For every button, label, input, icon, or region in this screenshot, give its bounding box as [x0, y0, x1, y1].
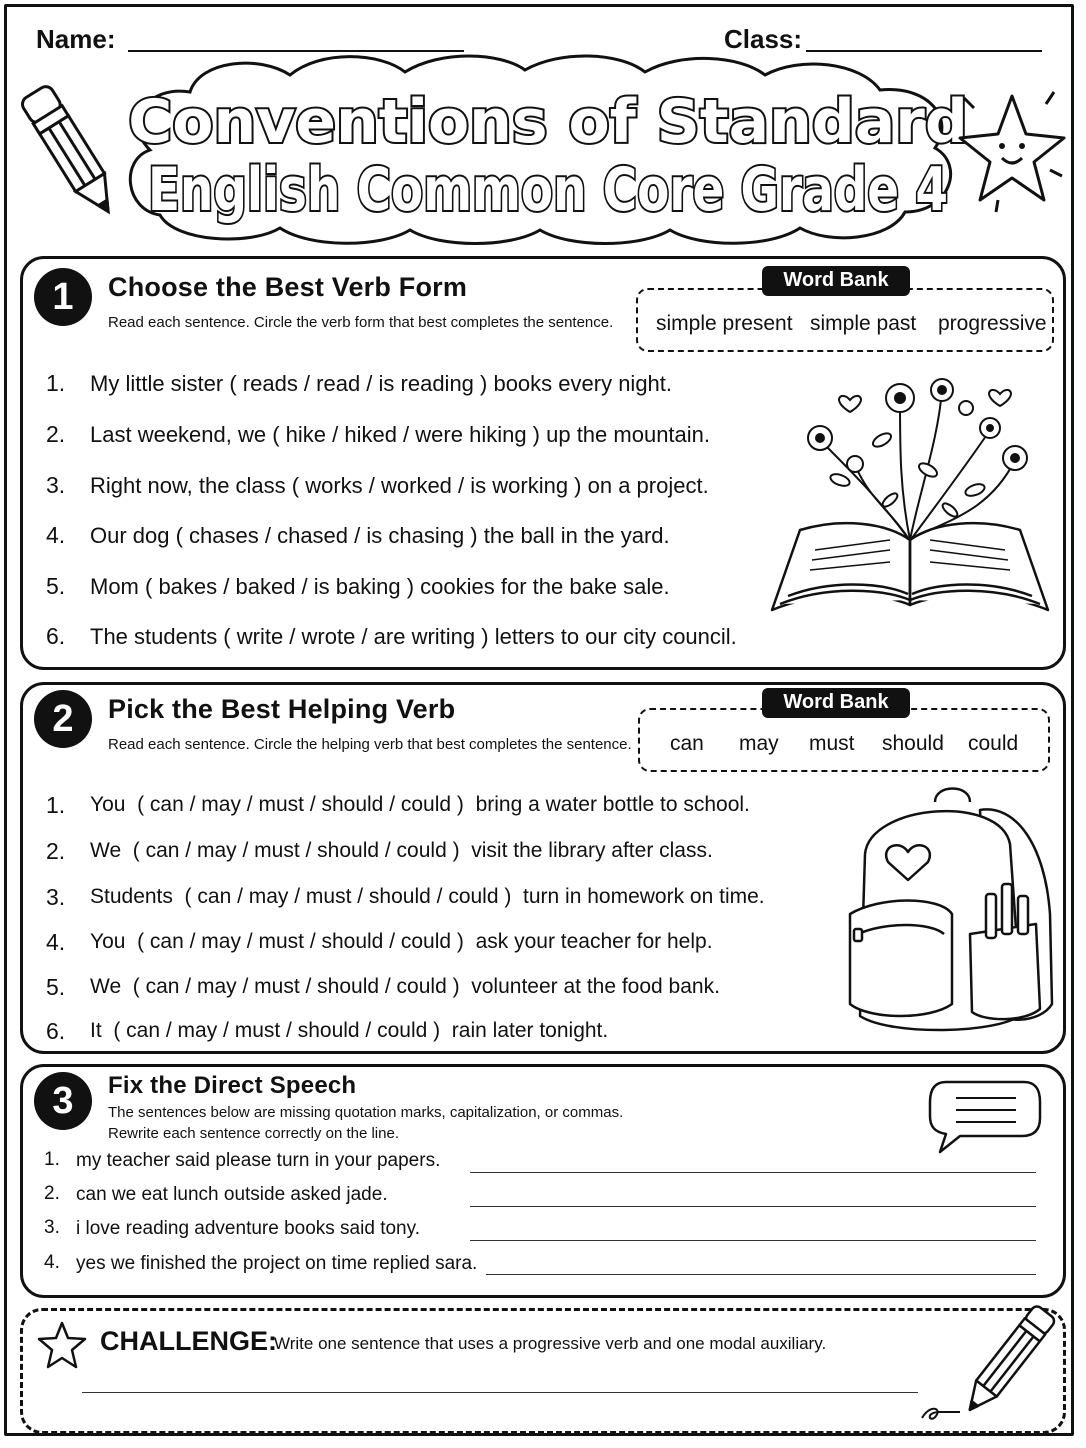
- question-text[interactable]: You ( can / may / must / should / could ) ask your teacher for help.: [90, 930, 713, 953]
- question-text[interactable]: Students ( can / may / must / should / could ) turn in homework on time.: [90, 885, 765, 908]
- section-1-instructions: Read each sentence. Circle the verb form that best completes the sentence.: [108, 314, 614, 331]
- answer-line[interactable]: [486, 1274, 1036, 1275]
- pencil-writing-icon: [920, 1304, 1060, 1428]
- word-bank-2-term: could: [968, 732, 1019, 755]
- class-label: Class:: [724, 24, 803, 54]
- question-text[interactable]: My little sister ( reads / read / is reading ) books every night.: [90, 371, 673, 396]
- question-number: 5.: [46, 974, 66, 1000]
- question-text: my teacher said please turn in your papers.: [76, 1150, 441, 1171]
- question-number: 2.: [44, 1183, 60, 1204]
- backpack-illustration: [840, 784, 1060, 1038]
- word-bank-2-term: must: [809, 732, 855, 755]
- question-number: 4.: [46, 522, 66, 548]
- section-3-instructions-1: The sentences below are missing quotation marks, capitalization, or commas.: [108, 1104, 624, 1121]
- challenge-label: CHALLENGE:: [100, 1326, 277, 1356]
- question-text[interactable]: Last weekend, we ( hike / hiked / were hiking ) up the mountain.: [90, 422, 711, 447]
- question-text[interactable]: Right now, the class ( works / worked / is working ) on a project.: [90, 473, 709, 498]
- star-face-icon: [950, 88, 1070, 218]
- question-number: 6.: [46, 623, 66, 649]
- question-number: 1.: [44, 1149, 60, 1170]
- title-line-2: English Common Core Grade 4: [148, 155, 948, 225]
- section-1-badge: 1: [34, 268, 92, 326]
- question-text[interactable]: We ( can / may / must / should / could ) volunteer at the food bank.: [90, 975, 720, 998]
- question-number: 4.: [44, 1252, 60, 1273]
- book-flowers-illustration: [770, 370, 1050, 620]
- section-2-badge: 2: [34, 690, 92, 748]
- title-cloud: [0, 0, 1086, 250]
- section-3-title: Fix the Direct Speech: [108, 1072, 357, 1099]
- question-number: 6.: [46, 1018, 66, 1044]
- challenge-answer-line[interactable]: [82, 1392, 918, 1393]
- question-text[interactable]: Our dog ( chases / chased / is chasing ) the ball in the yard.: [90, 523, 670, 548]
- word-bank-1-term: progressive: [938, 312, 1047, 335]
- word-bank-2-term: can: [670, 732, 704, 755]
- name-label: Name:: [36, 24, 116, 54]
- word-bank-2-term: may: [739, 732, 779, 755]
- answer-line[interactable]: [470, 1206, 1036, 1207]
- question-number: 3.: [46, 884, 66, 910]
- question-number: 1.: [46, 370, 66, 396]
- word-bank-2-term: should: [882, 732, 944, 755]
- question-text: yes we finished the project on time replied sara.: [76, 1253, 478, 1274]
- question-number: 3.: [44, 1217, 60, 1238]
- question-text[interactable]: The students ( write / wrote / are writing ) letters to our city council.: [90, 624, 737, 649]
- word-bank-1-term: simple present: [656, 312, 793, 335]
- section-2-title: Pick the Best Helping Verb: [108, 694, 456, 724]
- section-3-instructions-2: Rewrite each sentence correctly on the line.: [108, 1125, 399, 1142]
- star-outline-icon: [36, 1320, 88, 1370]
- question-text: i love reading adventure books said tony.: [76, 1218, 420, 1239]
- answer-line[interactable]: [470, 1240, 1036, 1241]
- question-text: can we eat lunch outside asked jade.: [76, 1184, 388, 1205]
- question-text[interactable]: We ( can / may / must / should / could ) visit the library after class.: [90, 839, 713, 862]
- question-text[interactable]: Mom ( bakes / baked / is baking ) cookies for the bake sale.: [90, 574, 670, 599]
- question-text[interactable]: You ( can / may / must / should / could ) bring a water bottle to school.: [90, 793, 750, 816]
- question-number: 2.: [46, 421, 66, 447]
- title-line-1: Conventions of Standard: [128, 87, 968, 157]
- section-3-badge: 3: [34, 1072, 92, 1130]
- question-number: 3.: [46, 472, 66, 498]
- section-2-instructions: Read each sentence. Circle the helping verb that best completes the sentence.: [108, 736, 632, 753]
- question-number: 4.: [46, 929, 66, 955]
- challenge-text: Write one sentence that uses a progressive verb and one modal auxiliary.: [274, 1334, 827, 1353]
- question-number: 2.: [46, 838, 66, 864]
- word-bank-1-label: Word Bank: [762, 266, 910, 296]
- word-bank-2-label: Word Bank: [762, 688, 910, 718]
- answer-line[interactable]: [470, 1172, 1036, 1173]
- question-text[interactable]: It ( can / may / must / should / could ) rain later tonight.: [90, 1019, 609, 1042]
- question-number: 1.: [46, 792, 66, 818]
- question-number: 5.: [46, 573, 66, 599]
- word-bank-1-term: simple past: [810, 312, 917, 335]
- speech-bubble-icon: [926, 1074, 1044, 1156]
- section-1-title: Choose the Best Verb Form: [108, 272, 468, 302]
